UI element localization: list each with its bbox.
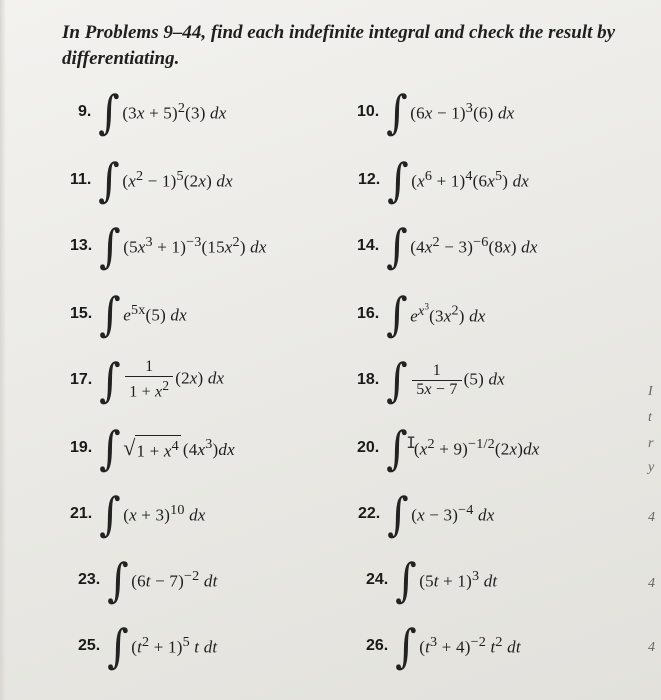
integral-sign: ∫	[386, 421, 409, 475]
problem-number: 9.	[78, 103, 92, 120]
integrand: $(6x - 1)^3(6)$ dx	[410, 100, 515, 123]
integrand: $(5t + 1)^3$ dt	[419, 568, 498, 591]
integral-sign: ∫	[99, 487, 122, 541]
problem-16	[357, 287, 486, 341]
integral-sign: ∫	[387, 487, 410, 541]
problem-21	[70, 487, 206, 541]
integrand: $(3x + 5)^2(3)$ dx	[122, 100, 227, 123]
edge-fragment: r	[648, 436, 654, 451]
integrand: $\frac{1}{1 + x^2}$ (2x) dx	[123, 358, 224, 401]
integrand: $e^{x^3}(3x^2)$ dx	[410, 301, 486, 326]
integral-sign: ∫	[386, 287, 409, 341]
problem-24	[366, 553, 498, 607]
problem-number: 24.	[366, 571, 389, 588]
integral-sign: ∫	[387, 153, 410, 207]
problem-number: 19.	[70, 439, 93, 456]
problem-11	[70, 153, 233, 207]
problem-20	[357, 421, 540, 475]
problem-18	[357, 353, 505, 407]
integrand: $(t^3 + 4)^{-2}$ $t^2$ dt	[419, 634, 521, 657]
problem-9	[78, 85, 227, 139]
edge-fragment: 4	[648, 640, 655, 655]
problem-number: 20.	[357, 439, 380, 456]
integral-sign: ∫	[107, 553, 130, 607]
problem-number: 18.	[357, 371, 380, 388]
problem-17	[70, 353, 225, 407]
integrand: $(x^2 - 1)^5(2x)$ dx	[122, 168, 233, 191]
edge-fragment: 4	[648, 510, 655, 525]
integrand: $(t^2 + 1)^5$ t dt	[131, 634, 218, 657]
problem-number: 15.	[70, 305, 93, 322]
problem-15	[70, 287, 187, 341]
integral-sign: ∫	[386, 219, 409, 273]
problem-number: 16.	[357, 305, 380, 322]
edge-fragment: t	[648, 410, 652, 425]
problem-number: 23.	[78, 571, 101, 588]
problem-25	[78, 619, 218, 673]
integral-sign: ∫	[98, 153, 121, 207]
problem-26	[366, 619, 521, 673]
instructions-text: In Problems 9–44, find each indefinite integral and check the result by differentiating.	[62, 22, 616, 69]
problem-number: 12.	[358, 171, 381, 188]
integrand: $(6t - 7)^{-2}$ dt	[131, 568, 218, 591]
problem-number: 13.	[70, 237, 93, 254]
problem-13	[70, 219, 267, 273]
problem-number: 17.	[70, 371, 93, 388]
integrand: √ $1 + x^4$ $(4x^3)dx$	[123, 435, 235, 461]
integrand: $(5x^3 + 1)^{-3}(15x^2)$ dx	[123, 234, 267, 257]
problem-19	[70, 421, 235, 475]
integral-sign: ∫	[395, 553, 418, 607]
problem-14	[357, 219, 538, 273]
integrand: $(x^6 + 1)^4(6x^5)$ dx	[411, 168, 530, 191]
problem-number: 21.	[70, 505, 93, 522]
square-root: √ $1 + x^4$	[123, 435, 179, 461]
integral-sign: ∫	[107, 619, 130, 673]
text-cursor-icon: I	[406, 432, 416, 452]
integral-sign: ∫	[99, 219, 122, 273]
fraction: $\frac{1}{1 + x^2}$	[125, 358, 173, 401]
integral-sign: ∫	[395, 619, 418, 673]
integral-sign: ∫	[386, 85, 409, 139]
integral-sign: ∫	[99, 421, 122, 475]
page-shadow	[0, 0, 6, 700]
problem-22	[358, 487, 495, 541]
problem-number: 10.	[357, 103, 380, 120]
problem-number: 22.	[358, 505, 381, 522]
integrand: $\frac{1}{5x - 7}$ (5) dx	[410, 362, 505, 399]
integrand: $(x - 3)^{-4}$ dx	[411, 502, 495, 525]
integral-sign: ∫	[98, 85, 121, 139]
problem-number: 25.	[78, 637, 101, 654]
problem-10	[357, 85, 515, 139]
edge-fragment: I	[648, 384, 653, 399]
integrand: $(4x^2 - 3)^{-6}(8x)$ dx	[410, 234, 538, 257]
problem-number: 11.	[70, 171, 92, 188]
integrand: $(x + 3)^{10}$ dx	[123, 502, 206, 525]
problem-12	[358, 153, 530, 207]
problem-number: 26.	[366, 637, 389, 654]
integral-sign: ∫	[99, 287, 122, 341]
edge-fragment: y	[648, 460, 655, 475]
integrand: $e^{5x}(5)$ dx	[123, 302, 187, 325]
problem-23	[78, 553, 218, 607]
integrand: $(x^2 + 9)^{-1/2}(2x)dx$	[413, 436, 540, 459]
fraction: $\frac{1}{5x - 7}$	[412, 362, 461, 399]
integral-sign: ∫	[99, 353, 122, 407]
edge-fragment: 4	[648, 576, 655, 591]
integral-sign: ∫	[386, 353, 409, 407]
problem-number: 14.	[357, 237, 380, 254]
